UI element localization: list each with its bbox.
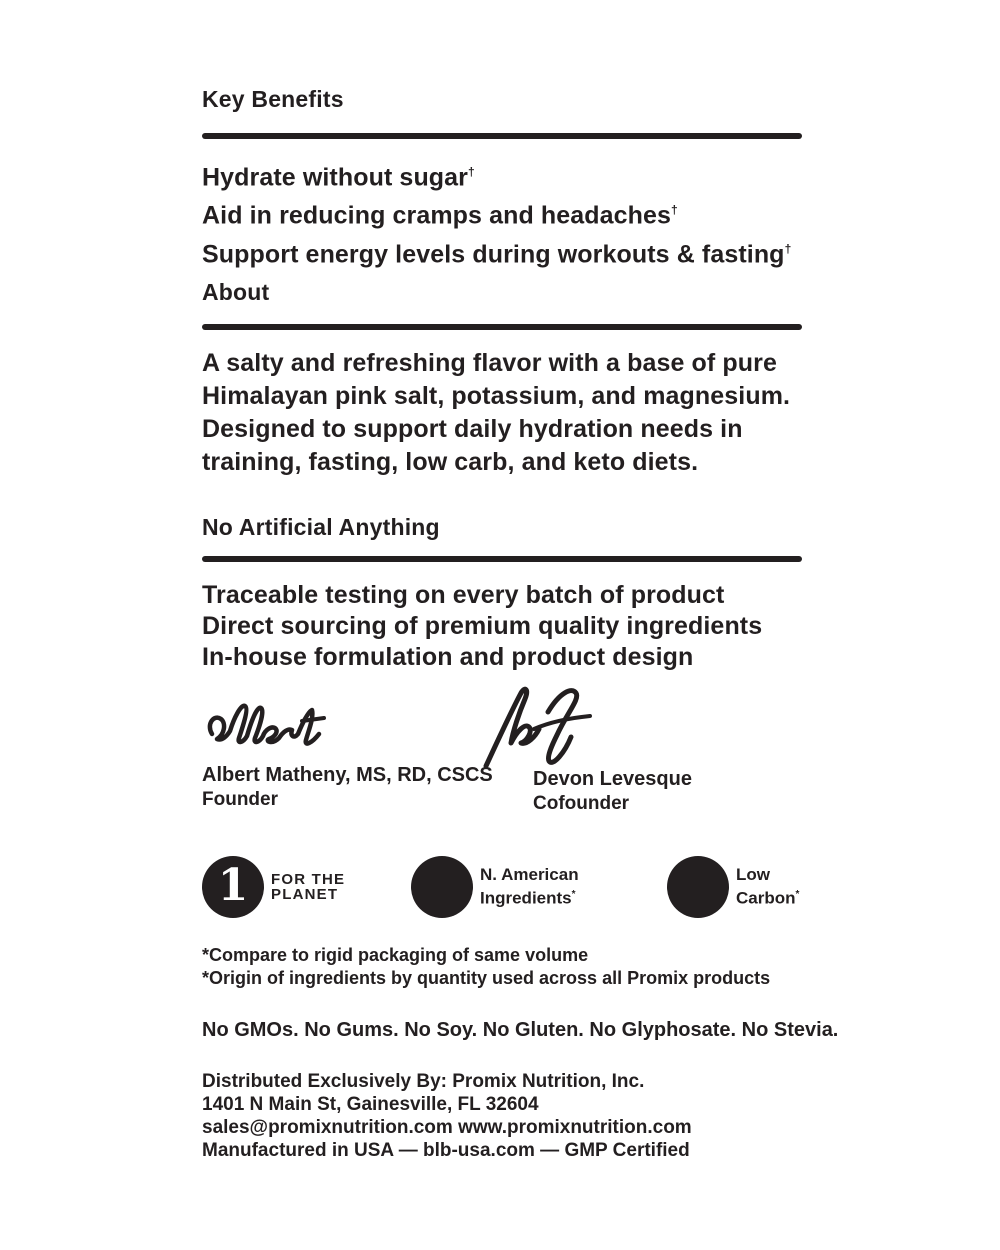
about-paragraph	[202, 347, 790, 479]
key-benefits-heading: Key Benefits	[202, 86, 344, 112]
low-carbon-icon	[667, 856, 729, 918]
no-artificial-line: In-house formulation and product design	[202, 643, 694, 671]
about-heading: About	[202, 279, 270, 305]
badge-label: FOR THE PLANET	[271, 870, 346, 903]
address-line: 1401 N Main St, Gainesville, FL 32604	[202, 1094, 539, 1115]
low-carbon-badge	[667, 856, 799, 918]
number-one: 1	[217, 859, 249, 911]
divider	[202, 133, 802, 139]
north-america-icon	[411, 856, 473, 918]
about-line: A salty and refreshing flavor with a base of pure	[202, 349, 777, 377]
no-artificial-list	[202, 580, 762, 673]
cofounder-title: Cofounder	[533, 793, 630, 814]
one-percent-for-the-planet-icon	[202, 856, 264, 918]
divider	[202, 556, 802, 562]
footnote-mark: †	[468, 165, 475, 179]
key-benefits-list	[202, 156, 791, 271]
badge-label: N. American Ingredients*	[480, 865, 579, 908]
founder-name: Albert Matheny, MS, RD, CSCS	[202, 764, 493, 786]
badge-label: Low Carbon*	[736, 865, 800, 908]
no-artificial-line: Traceable testing on every batch of product	[202, 581, 725, 609]
albert-signature	[198, 694, 353, 764]
divider	[202, 324, 802, 330]
distributor-block	[202, 1070, 692, 1162]
footnote-mark: *	[795, 889, 800, 901]
footnote-line: *Compare to rigid packaging of same volume	[202, 945, 589, 965]
benefit-line: Support energy levels during workouts & fasting†	[202, 239, 792, 268]
footnote-mark: †	[784, 241, 792, 256]
one-percent-for-the-planet-badge	[202, 856, 345, 918]
benefit-line: Hydrate without sugar†	[202, 163, 475, 192]
no-artificial-line: Direct sourcing of premium quality ingredients	[202, 612, 763, 640]
contact-line: sales@promixnutrition.com www.promixnutrition.com	[202, 1117, 692, 1138]
footnote-line: *Origin of ingredients by quantity used across all Promix products	[202, 968, 771, 988]
manufacture-line: Manufactured in USA — blb-usa.com — GMP Certified	[202, 1140, 690, 1161]
footnote-mark: *	[571, 889, 576, 901]
about-line: training, fasting, low carb, and keto diets.	[202, 448, 699, 476]
no-artificial-heading: No Artificial Anything	[202, 514, 440, 540]
about-line: Himalayan pink salt, potassium, and magnesium.	[202, 382, 791, 410]
cofounder-name: Devon Levesque	[533, 768, 692, 790]
no-claims-line: No GMOs. No Gums. No Soy. No Gluten. No Glyphosate. No Stevia.	[202, 1019, 839, 1041]
north-american-ingredients-badge	[411, 856, 579, 918]
about-line: Designed to support daily hydration needs in	[202, 415, 743, 443]
devon-signature	[468, 682, 603, 770]
footnotes	[202, 944, 770, 990]
distributor-line: Distributed Exclusively By: Promix Nutrition, Inc.	[202, 1071, 645, 1092]
footnote-mark: †	[671, 203, 678, 218]
benefit-line: Aid in reducing cramps and headaches†	[202, 201, 678, 230]
founder-title: Founder	[202, 789, 278, 810]
